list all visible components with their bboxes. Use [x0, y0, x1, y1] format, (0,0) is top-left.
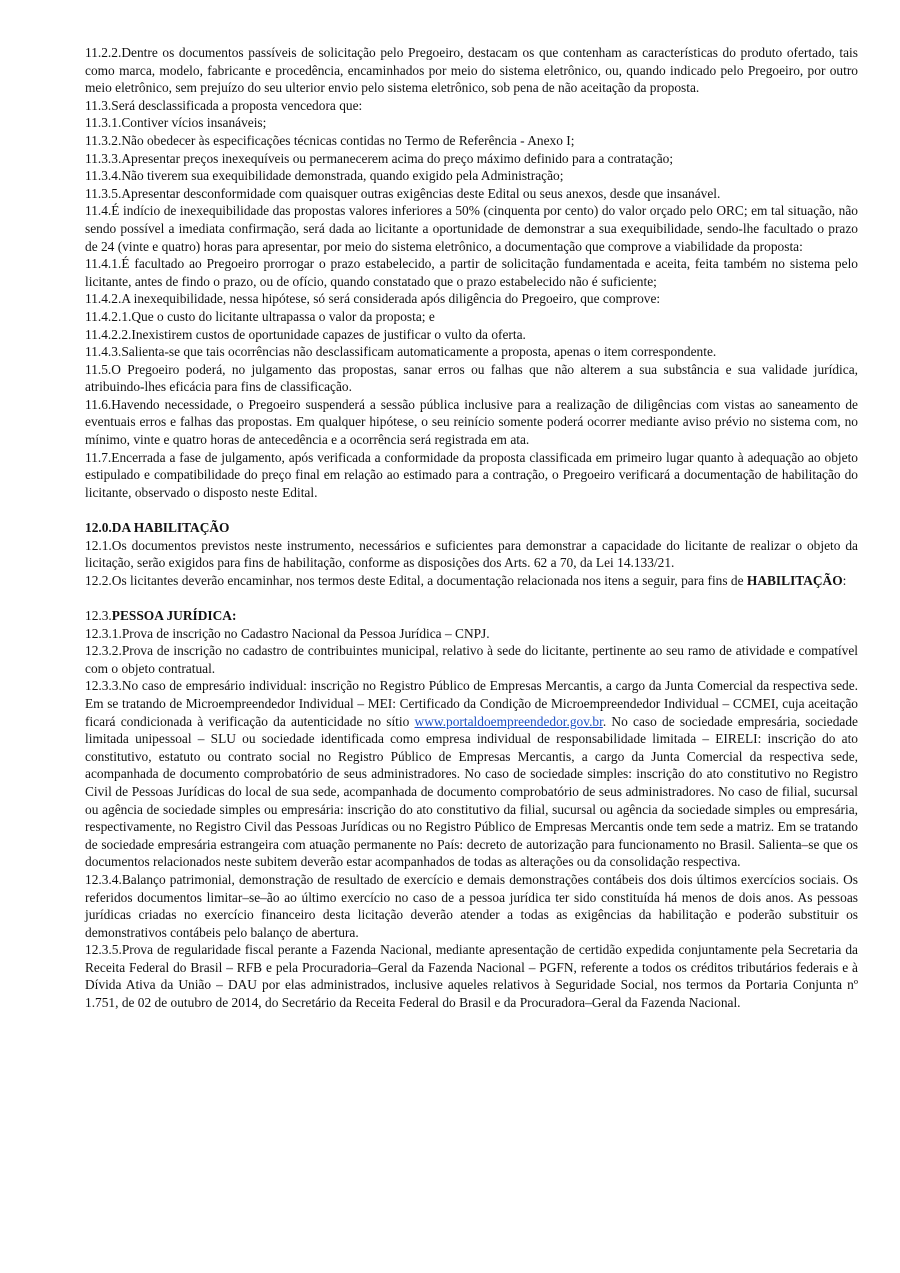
document-page	[85, 44, 858, 1012]
paragraph-11-5: 11.5.O Pregoeiro poderá, no julgamento das propostas, sanar erros ou falhas que não alterem a sua substância e sua validade jurídica, atribuindo-lhes eficácia para fins de classificação.	[85, 361, 858, 395]
bold-text: PESSOA JURÍDICA:	[111, 608, 237, 623]
paragraph-12-3-5: 12.3.5.Prova de regularidade fiscal perante a Fazenda Nacional, mediante apresentação de certidão expedida conjuntamente pela Secretaria da Receita Federal do Brasil – RFB e pela Procuradoria–Geral da Fazenda Nacional – PGFN, referente a todos os créditos tributários federais e à Dívida Ativa da União – DAU por elas administrados, inclusive aqueles relativos à Seguridade Social, nos termos da Portaria Conjunta nº 1.751, de 02 de outubro de 2014, do Secretário da Receita Federal do Brasil e da Procuradora–Geral da Fazenda Nacional.	[85, 942, 858, 1011]
paragraph-11-2-2: 11.2.2.Dentre os documentos passíveis de solicitação pelo Pregoeiro, destacam os que contenham as características do produto ofertado, tais como marca, modelo, fabricante e procedência, encaminhados por meio do sistema eletrônico, ou, quando indicado pelo Pregoeiro, por outro meio eletrônico, sem prejuízo do seu ulterior envio pelo sistema eletrônico, sob pena de não aceitação da proposta.	[85, 45, 858, 96]
paragraph-11-3: 11.3.Será desclassificada a proposta vencedora que:	[85, 97, 363, 113]
paragraph-11-4-1: 11.4.1.É facultado ao Pregoeiro prorrogar o prazo estabelecido, a partir de solicitação fundamentada e aceita, feita também no sistema pelo licitante, antes de findo o prazo, ou de ofício, quando constatado que o prazo estabelecido não é suficiente;	[85, 256, 858, 289]
paragraph-11-3-1: 11.3.1.Contiver vícios insanáveis;	[85, 115, 267, 131]
paragraph-12-3-3	[85, 677, 858, 871]
paragraph-11-6: 11.6.Havendo necessidade, o Pregoeiro suspenderá a sessão pública inclusive para a realização de diligências com vistas ao saneamento de eventuais erros e falhas das propostas. Em qualquer hipótese, o seu reinício somente poderá ocorrer mediante aviso prévio no sistema com, no mínimo, vinte e quatro horas de antecedência e a ocorrência será registrada em ata.	[85, 396, 858, 448]
text: . No caso de sociedade empresária, sociedade limitada unipessoal – SLU ou sociedade identificada como empresa individual de responsabilidade limitada – EIRELI: inscrição do ato constitutivo, estatuto ou contrato social no Registro Público de Empresas Mercantis, a cargo da Junta Comercial da respectiva sede, acompanhada de documento comprobatório de seus administradores. No caso de sociedade simples: inscrição do ato constitutivo no Registro Civil de Pessoas Jurídicas do local de sua sede, acompanhada de documento comprobatório de seus administradores. No caso de filial, sucursal ou agência de sociedade simples ou empresária: inscrição do ato constitutivo da filial, sucursal ou agência da sociedade simples ou empresária, respectivamente, no Registro Civil das Pessoas Jurídicas ou no Registro Público de Empresas Mercantis onde tem sede a matriz. Em se tratando de sociedade empresária estrangeira com atuação permanente no País: decreto de autorização para funcionamento no Brasil. Salienta–se que os documentos relacionados neste subitem deverão estar acompanhados de todas as alterações ou da consolidação respectiva.	[85, 713, 858, 870]
section-heading	[85, 519, 858, 537]
spacer	[85, 501, 858, 519]
section-11	[85, 44, 858, 501]
paragraph-12-3-1: 12.3.1.Prova de inscrição no Cadastro Nacional da Pessoa Jurídica – CNPJ.	[85, 625, 490, 641]
bold-text: HABILITAÇÃO	[746, 572, 843, 588]
paragraph-11-3-4: 11.3.4.Não tiverem sua exequibilidade demonstrada, quando exigido pela Administração;	[85, 168, 564, 184]
paragraph-11-7: 11.7.Encerrada a fase de julgamento, após verificada a conformidade da proposta classificada em primeiro lugar quanto à adequação ao objeto estipulado e compatibilidade do preço final em relação ao estimado para a contração, o Pregoeiro verificará a documentação de habilitação do licitante, observado o disposto neste Edital.	[85, 449, 858, 500]
text: :	[842, 572, 847, 588]
paragraph-11-4-2: 11.4.2.A inexequibilidade, nessa hipótese, só será considerada após diligência do Pregoeiro, que comprove:	[85, 291, 661, 307]
paragraph-11-4: 11.4.É indício de inexequibilidade das propostas valores inferiores a 50% (cinquenta por cento) do valor orçado pelo ORC; em tal situação, não sendo possível a imediata confirmação, será dada ao licitante a oportunidade de demonstrar a sua exequibilidade, sendo-lhe facultado o prazo de 24 (vinte e quatro) horas para apresentar, por meio do sistema eletrônico, a documentação que comprove a viabilidade da proposta:	[85, 203, 858, 254]
text: 12.2.Os licitantes deverão encaminhar, nos termos deste Edital, a documentação relacionada nos itens a seguir, para fins de	[85, 572, 747, 588]
paragraph-11-4-2-2: 11.4.2.2.Inexistirem custos de oportunidade capazes de justificar o vulto da oferta.	[85, 326, 526, 342]
paragraph-11-3-2: 11.3.2.Não obedecer às especificações técnicas contidas no Termo de Referência - Anexo I;	[85, 132, 575, 148]
heading-text: 12.0.DA HABILITAÇÃO	[85, 520, 230, 536]
portal-link[interactable]: www.portaldoempreendedor.gov.br	[414, 713, 603, 729]
paragraph-12-3-4: 12.3.4.Balanço patrimonial, demonstração de resultado de exercício e demais demonstrações contábeis dos dois últimos exercícios sociais. Os referidos documentos limitar–se–ão ao último exercício no caso de a pessoa jurídica ter sido constituída há menos de dois anos. As pessoas jurídicas criadas no exercício financeiro desta licitação deverão atender a todas as exigências da habilitação e poderão substituir os demonstrativos contábeis pelo balanço de abertura.	[85, 871, 858, 940]
spacer	[85, 589, 858, 607]
paragraph-12-1: 12.1.Os documentos previstos neste instrumento, necessários e suficientes para demonstrar a capacidade do licitante de realizar o objeto da licitação, serão exigidos para fins de habilitação, conforme as disposições dos Arts. 62 a 70, da Lei 14.133/21.	[85, 537, 858, 571]
text: 12.3.3.No caso de empresário individual: inscrição no Registro Público de Empresas Mercantis, a cargo da Junta Comercial da respectiva sede. Em se tratando de Microempreendedor Individual – MEI: Certificado da Condição de Microempreendedor Individual – CCMEI, cuja aceitação ficará condicionada à verificação da autenticidade no sítio	[85, 678, 858, 729]
text: 12.3.	[85, 608, 112, 623]
paragraph-12-3-2: 12.3.2.Prova de inscrição no cadastro de contribuintes municipal, relativo à sede do licitante, pertinente ao seu ramo de atividade e compatível com o objeto contratual.	[85, 643, 858, 676]
paragraph-12-2	[85, 572, 858, 590]
paragraph-11-3-3: 11.3.3.Apresentar preços inexequíveis ou permanecerem acima do preço máximo definido para a contratação;	[85, 150, 674, 166]
paragraph-11-4-2-1: 11.4.2.1.Que o custo do licitante ultrapassa o valor da proposta; e	[85, 308, 435, 324]
paragraph-11-4-3: 11.4.3.Salienta-se que tais ocorrências não desclassificam automaticamente a proposta, apenas o item correspondente.	[85, 344, 717, 360]
paragraph-11-3-5: 11.3.5.Apresentar desconformidade com quaisquer outras exigências deste Edital ou seus anexos, desde que insanável.	[85, 185, 721, 201]
paragraph-12-3	[85, 607, 858, 625]
section-12	[85, 519, 858, 1012]
